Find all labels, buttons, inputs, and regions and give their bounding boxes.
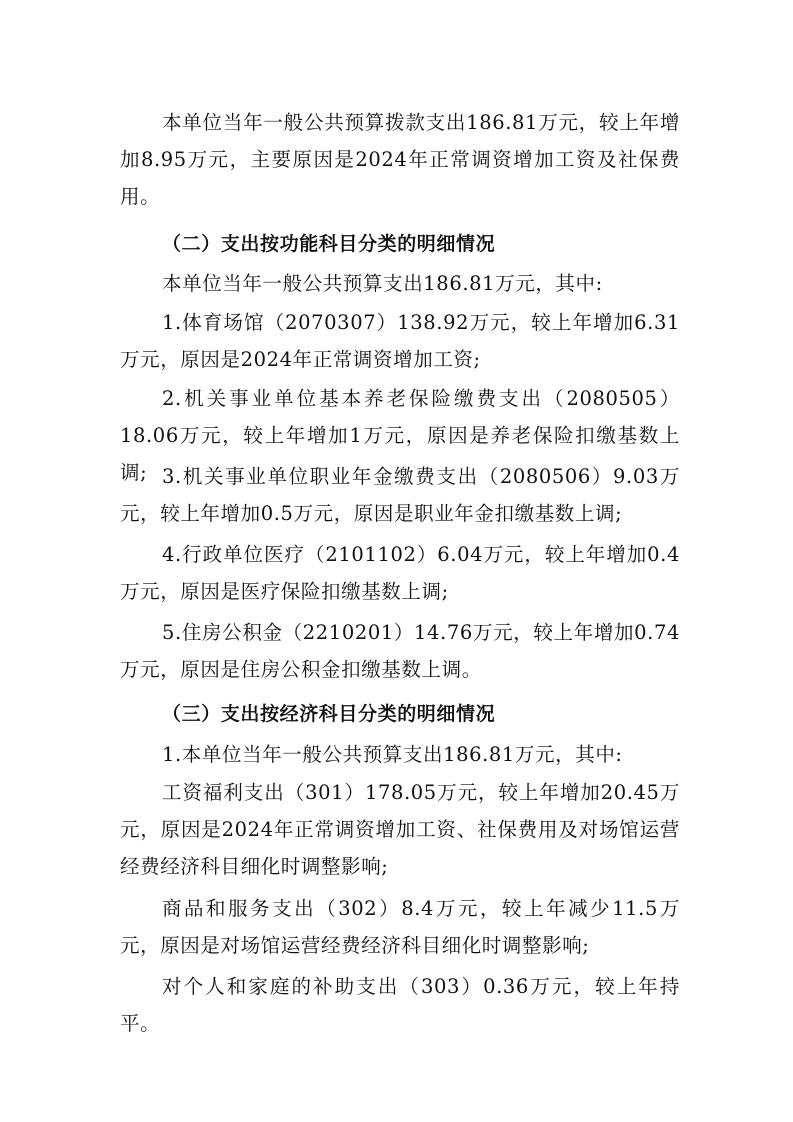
list-item-pension: 2.机关事业单位基本养老保险缴费支出（2080505）18.06万元，较上年增加1万元，原因是养老保险扣缴基数上调; xyxy=(120,387,680,484)
paragraph-budget-total: 本单位当年一般公共预算拨款支出186.81万元，较上年增加8.95万元，主要原因是2024年正常调资增加工资及社保费用。 xyxy=(120,111,680,208)
paragraph-personal-subsidy: 对个人和家庭的补助支出（303）0.36万元，较上年持平。 xyxy=(120,975,680,1035)
section-heading-economic: （三）支出按经济科目分类的明细情况 xyxy=(162,703,496,725)
list-item-medical: 4.行政单位医疗（2101102）6.04万元，较上年增加0.4万元，原因是医疗保险扣缴基数上调; xyxy=(120,543,680,603)
paragraph-economic-intro: 1.本单位当年一般公共预算支出186.81万元，其中: xyxy=(162,743,623,766)
paragraph-goods-services: 商品和服务支出（302）8.4万元，较上年减少11.5万元，原因是对场馆运营经费经济科目细化时调整影响; xyxy=(120,897,680,957)
list-item-sports-venue: 1.体育场馆（2070307）138.92万元，较上年增加6.31万元，原因是2024年正常调资增加工资; xyxy=(120,311,680,371)
paragraph-wages-welfare: 工资福利支出（301）178.05万元，较上年增加20.45万元，原因是2024年正常调资增加工资、社保费用及对场馆运营经费经济科目细化时调整影响; xyxy=(120,781,680,878)
section-heading-functional: （二）支出按功能科目分类的明细情况 xyxy=(162,233,496,255)
list-item-occupational-annuity: 3.机关事业单位职业年金缴费支出（2080506）9.03万元，较上年增加0.5万元，原因是职业年金扣缴基数上调; xyxy=(120,465,680,525)
paragraph-functional-intro: 本单位当年一般公共预算支出186.81万元，其中: xyxy=(162,272,603,295)
list-item-housing-fund: 5.住房公积金（2210201）14.76万元，较上年增加0.74万元，原因是住房公积金扣缴基数上调。 xyxy=(120,621,680,681)
